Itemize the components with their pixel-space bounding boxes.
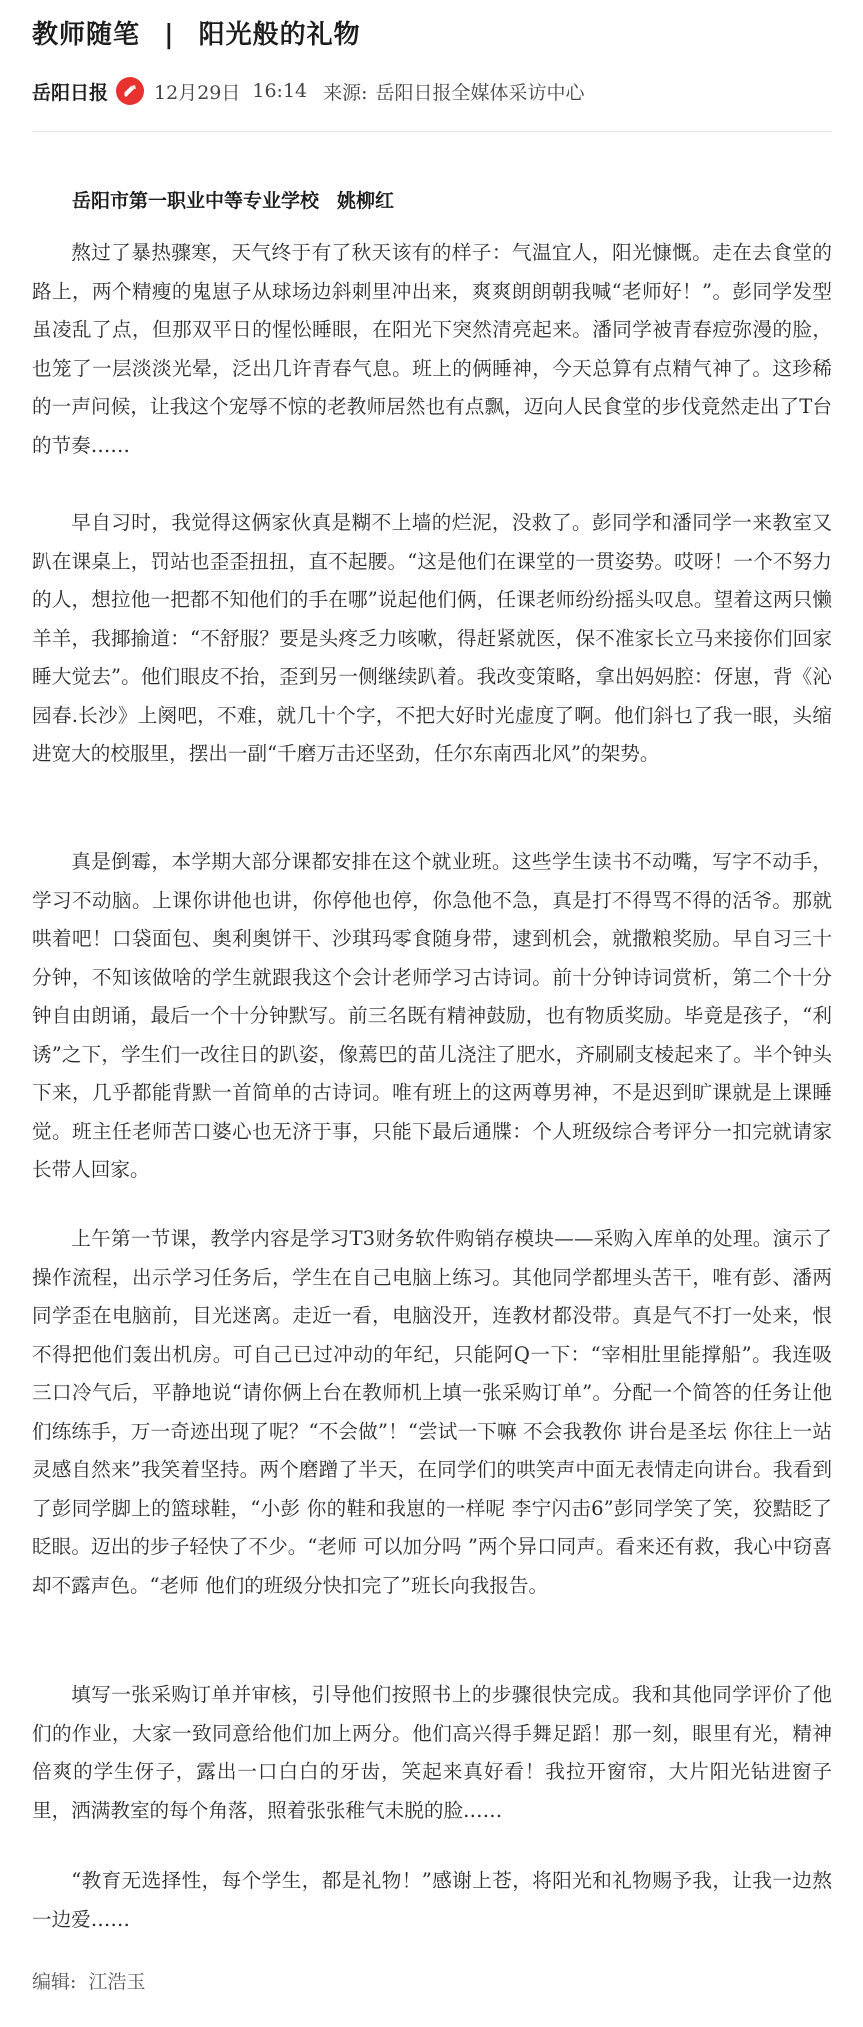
divider bbox=[32, 131, 832, 132]
paragraph: 熬过了暴热骤寒，天气终于有了秋天该有的样子：气温宜人，阳光慷慨。走在去食堂的路上，两个精瘦的鬼崽子从球场边斜刺里冲出来，爽爽朗朗朝我喊“老师好！”。彭同学发型虽凌乱了点，但那双平日的惺忪睡眼，在阳光下突然清亮起来。潘同学被青春痘弥漫的脸，也笼了一层淡淡光晕，泛出几许青春气息。班上的俩睡神，今天总算有点精气神了。这珍稀的一声问候，让我这个宠辱不惊的老教师居然也有点飘，迈向人民食堂的步伐竟然走出了T台的节奏…… bbox=[32, 241, 832, 457]
author-line bbox=[72, 186, 394, 213]
editor-credit bbox=[32, 1967, 145, 1994]
article-title bbox=[32, 14, 361, 51]
editor-label: 编辑: bbox=[32, 1971, 77, 1993]
article-category: 教师随笔 bbox=[32, 20, 141, 50]
paragraph: “教育无选择性，每个学生，都是礼物！”感谢上苍，将阳光和礼物赐予我，让我一边熬一边爱…… bbox=[32, 1869, 832, 1931]
paragraph: 真是倒霉，本学期大部分课都安排在这个就业班。这些学生读书不动嘴，写字不动手，学习不动脑。上课你讲他也讲，你停他也停，你急他不急，真是打不得骂不得的活爷。那就哄着吧！口袋面包、奥利奥饼干、沙琪玛零食随身带，逮到机会，就撒粮奖励。早自习三十分钟，不知该做啥的学生就跟我这个会计老师学习古诗词。前十分钟诗词赏析，第二个十分钟自由朗诵，最后一个十分钟默写。前三名既有精神鼓励，也有物质奖励。毕竟是孩子，“利诱”之下，学生们一改往日的趴姿，像蔫巴的苗儿浇注了肥水，齐刷刷支棱起来了。半个钟头下来，几乎都能背默一首简单的古诗词。唯有班上的这两尊男神，不是迟到旷课就是上课睡觉。班主任老师苦口婆心也无济于事，只能下最后通牒：个人班级综合考评分一扣完就请家长带人回家。 bbox=[32, 850, 833, 1181]
author-name: 姚柳红 bbox=[337, 190, 395, 212]
paragraph: 填写一张采购订单并审核，引导他们按照书上的步骤很快完成。我和其他同学评价了他们的作业，大家一致同意给他们加上两分。他们高兴得手舞足蹈！那一刻，眼里有光，精神倍爽的学生伢子，露出一口白白的牙齿，笑起来真好看！我拉开窗帘，大片阳光钻进窗子里，洒满教室的每个角落，照着张张稚气未脱的脸…… bbox=[32, 1683, 832, 1822]
source-value: 岳阳日报全媒体采访中心 bbox=[375, 81, 585, 104]
publish-time: 16:14 bbox=[252, 80, 308, 102]
article-meta bbox=[32, 74, 585, 108]
source-name[interactable]: 岳阳日报 bbox=[32, 81, 109, 104]
title-separator: | bbox=[164, 20, 175, 50]
author-school: 岳阳市第一职业中等专业学校 bbox=[72, 190, 320, 212]
source-label: 来源: bbox=[323, 81, 368, 104]
paragraph: 早自习时，我觉得这俩家伙真是糊不上墙的烂泥，没救了。彭同学和潘同学一来教室又趴在课桌上，罚站也歪歪扭扭，直不起腰。“这是他们在课堂的一贯姿势。哎呀！一个不努力的人，想拉他一把都不知他们的手在哪”说起他们俩，任课老师纷纷摇头叹息。望着这两只懒羊羊，我揶揄道：“不舒服？要是头疼乏力咳嗽，得赶紧就医，保不准家长立马来接你们回家睡大觉去”。他们眼皮不抬，歪到另一侧继续趴着。我改变策略，拿出妈妈腔：伢崽，背《沁园春.长沙》上阕吧，不难，就几十个字，不把大好时光虚度了啊。他们斜乜了我一眼，头缩进宽大的校服里，摆出一副“千磨万击还坚劲，任尔东南西北风”的架势。 bbox=[32, 511, 832, 765]
editor-name: 江浩玉 bbox=[88, 1971, 146, 1993]
publish-date: 12月29日 bbox=[154, 81, 241, 104]
article-title-text: 阳光般的礼物 bbox=[198, 20, 361, 50]
yueyang-daily-logo-icon bbox=[116, 77, 144, 105]
paragraph: 上午第一节课，教学内容是学习T3财务软件购销存模块——采购入库单的处理。演示了操作流程，出示学习任务后，学生在自己电脑上练习。其他同学都埋头苦干，唯有彭、潘两同学歪在电脑前，目光迷离。走近一看，电脑没开，连教材都没带。真是气不打一处来，恨不得把他们轰出机房。可自己已过冲动的年纪，只能阿Q一下：“宰相肚里能撑船”。我连吸三口冷气后，平静地说“请你俩上台在教师机上填一张采购订单”。分配一个简答的任务让他们练练手，万一奇迹出现了呢？“不会做”！“尝试一下嘛 不会我教你 讲台是圣坛 你往上一站 灵感自然来”我笑着坚持。两个磨蹭了半天，在同学们的哄笑声中面无表情走向讲台。我看到了彭同学脚上的篮球鞋，“小彭 你的鞋和我崽的一样呢 李宁闪击6”彭同学笑了笑，狡黠眨了眨眼。迈出的步子轻快了不少。“老师 可以加分吗 ”两个异口同声。看来还有救，我心中窃喜却不露声色。“老师 他们的班级分快扣完了”班长向我报告。 bbox=[32, 1227, 832, 1597]
